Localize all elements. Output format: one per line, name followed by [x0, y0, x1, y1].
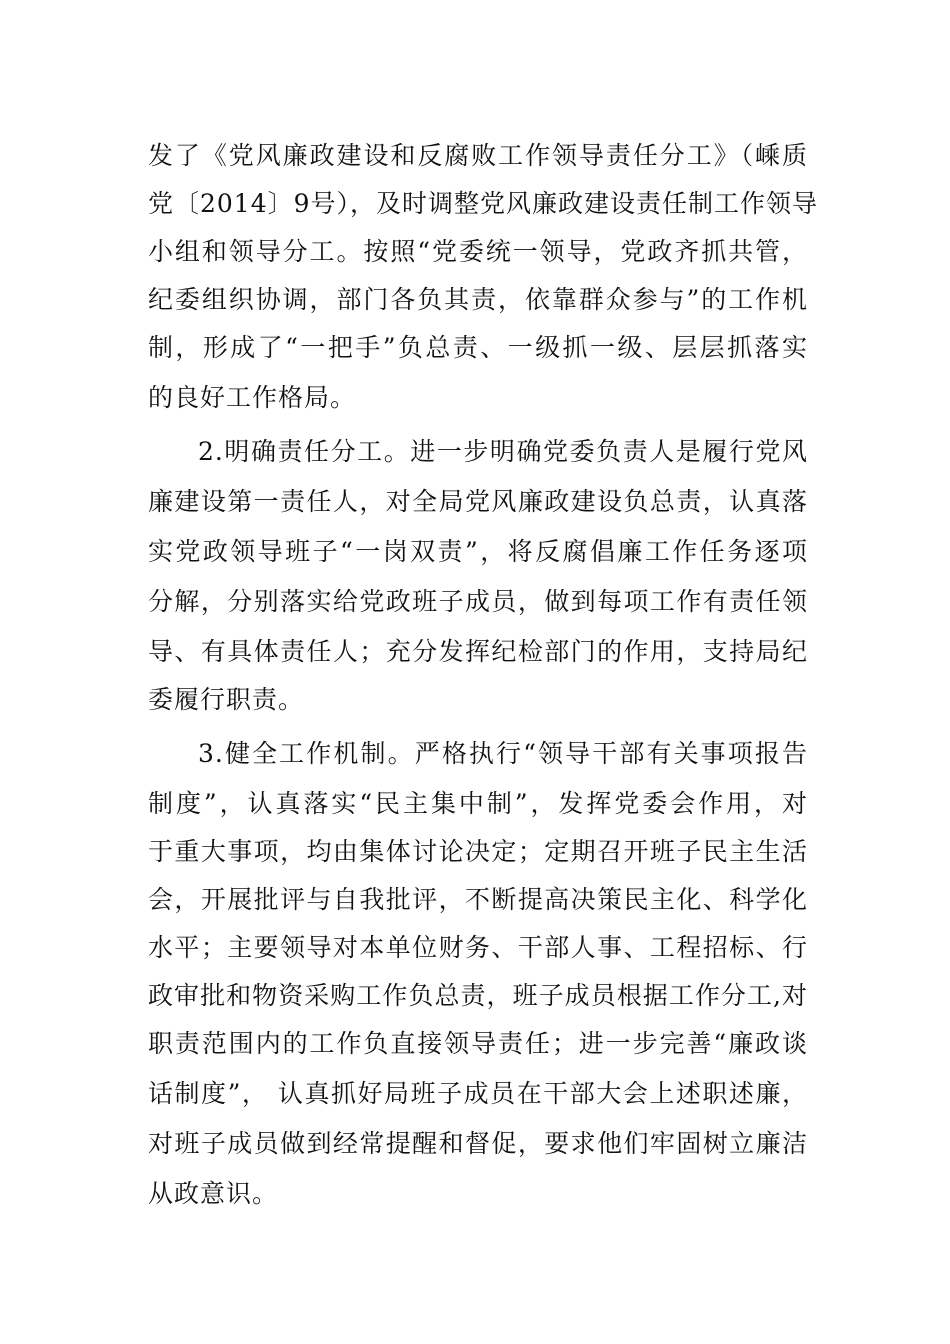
text-line: 于重大事项，均由集体讨论决定；定期召开班子民主生活 [148, 837, 808, 866]
text-line: 纪委组织协调，部门各负其责，依靠群众参与”的工作机 [148, 285, 808, 314]
text-line: 分解，分别落实给党政班子成员，做到每项工作有责任领 [148, 587, 808, 616]
text-line: 导、有具体责任人；充分发挥纪检部门的作用，支持局纪 [148, 637, 808, 666]
text-line: 对班子成员做到经常提醒和督促，要求他们牢固树立廉洁 [148, 1129, 808, 1158]
text-line: 小组和领导分工。按照“党委统一领导，党政齐抓共管， [148, 237, 808, 266]
text-line: 委履行职责。 [148, 685, 305, 714]
text-line: 从政意识。 [148, 1179, 279, 1208]
text-line: 发了《党风廉政建设和反腐败工作领导责任分工》（嵊质 [148, 141, 808, 170]
text-line: 党〔2014〕9号），及时调整党风廉政建设责任制工作领导 [148, 189, 819, 218]
text-line: 廉建设第一责任人，对全局党风廉政建设负总责，认真落 [148, 487, 808, 516]
text-line: 实党政领导班子“一岗双责”，将反腐倡廉工作任务逐项 [148, 537, 808, 566]
text-line: 制度”，认真落实“民主集中制”，发挥党委会作用，对 [148, 789, 808, 818]
text-line: 的良好工作格局。 [148, 383, 357, 412]
text-line: 话制度”， 认真抓好局班子成员在干部大会上述职述廉， [148, 1079, 808, 1108]
paragraph-heading-line: 3.健全工作机制。严格执行“领导干部有关事项报告 [198, 739, 808, 768]
text-line: 政审批和物资采购工作负总责，班子成员根据工作分工,对 [148, 981, 808, 1010]
text-line: 制，形成了“一把手”负总责、一级抓一级、层层抓落实 [148, 333, 808, 362]
text-line: 会，开展批评与自我批评，不断提高决策民主化、科学化 [148, 885, 808, 914]
text-line: 职责范围内的工作负直接领导责任；进一步完善“廉政谈 [148, 1029, 808, 1058]
text-line: 水平；主要领导对本单位财务、干部人事、工程招标、行 [148, 933, 808, 962]
paragraph-heading-line: 2.明确责任分工。进一步明确党委负责人是履行党风 [198, 437, 808, 466]
